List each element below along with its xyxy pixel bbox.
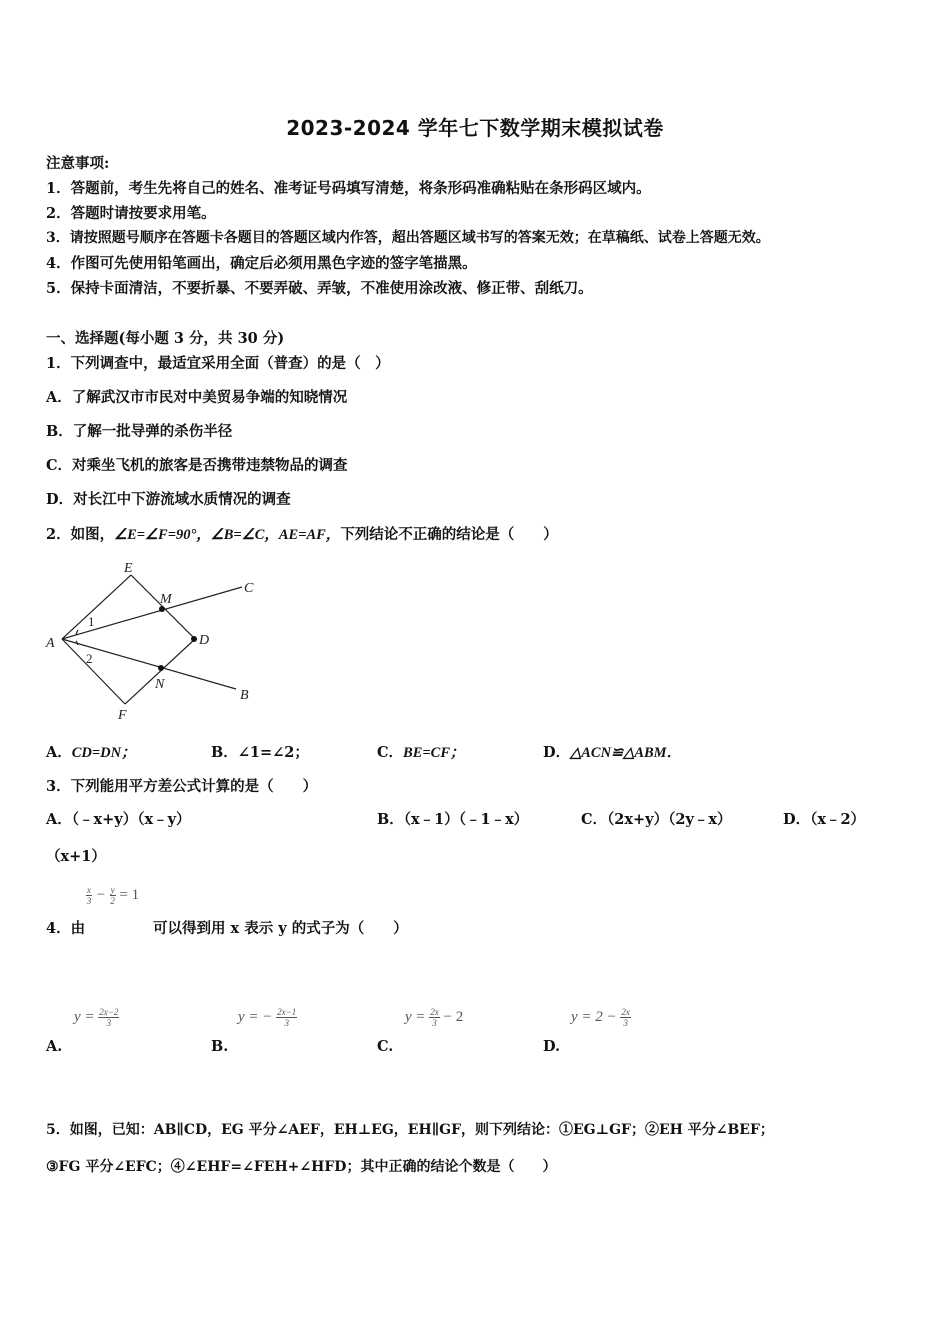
label-n: N [155,677,165,692]
notice-item: 3．请按照题号顺序在答题卡各题目的答题区域内作答，超出答题区域书写的答案无效；在草稿纸、试卷上答题无效。 [46,230,770,246]
q1-option-b: B．了解一批导弹的杀伤半径 [46,423,233,440]
q4-option-d-letter: D. [543,1038,561,1055]
notice-item: 4．作图可先使用铅笔画出，确定后必须用黑色字迹的签字笔描黑。 [46,255,477,272]
q2-stem-math: ∠E=∠F=90°，∠B=∠C，AE=AF， [114,527,341,543]
q5-stem-line2: ③FG 平分∠EFC；④∠EHF=∠FEH+∠HFD；其中正确的结论个数是（ ） [46,1159,557,1175]
q5-stem-line1: 5．如图，已知：AB∥CD，EG 平分∠AEF，EH⊥EG，EH∥GF，则下列结论：①EG⊥GF；②EH 平分∠BEF； [46,1122,774,1138]
q4-option-a-letter: A. [46,1038,63,1055]
label-c: C [244,581,254,596]
section-heading: 一、选择题(每小题 3 分，共 30 分) [46,330,285,347]
q2-stem-suffix: 下列结论不正确的结论是（ ） [340,526,558,543]
notice-item: 5．保持卡面清洁，不要折暴、不要弄破、弄皱，不准使用涂改液、修正带、刮纸刀。 [46,280,593,297]
q3-option-b: B．（x﹣1）（﹣1﹣x） [377,811,529,828]
notice-heading: 注意事项: [46,155,110,172]
q2-stem [46,523,558,544]
q4-option-a-formula: y = $\frac{2x-2}{3}$ [74,1007,119,1028]
q4-option-b-letter: B. [211,1038,229,1055]
q1-option-d: D．对长江中下游流域水质情况的调查 [46,491,291,508]
q2-option-a: A．CD=DN； [46,744,136,761]
q2-option-b: B．∠1=∠2； [211,744,309,761]
q4-option-d-formula: y = 2 − $\frac{2x}{3}$ [571,1007,630,1028]
label-m: M [160,592,172,607]
q3-option-a: A．（﹣x+y）（x﹣y） [46,811,191,828]
q3-option-d-continued: （x+1） [46,848,106,865]
q3-stem: 3．下列能用平方差公式计算的是（ ） [46,778,318,795]
q4-option-c-letter: C. [377,1038,394,1055]
q4-option-b-formula: y = − $\frac{2x-1}{3}$ [238,1007,297,1028]
label-e: E [124,561,133,576]
label-a: A [46,636,55,651]
q2-option-c: C．BE=CF； [377,744,465,761]
q4-equation: $\frac{x}{3}$ − $\frac{y}{2}$ = 1 [86,885,140,906]
notice-item: 2．答题时请按要求用笔。 [46,205,216,222]
q3-option-c: C．（2x+y）（2y﹣x） [581,811,732,828]
label-b: B [240,688,249,703]
label-angle-2: 2 [86,651,93,666]
q4-option-c-formula: y = $\frac{2x}{3}$ − 2 [405,1007,464,1028]
q1-option-a: A．了解武汉市市民对中美贸易争端的知晓情况 [46,389,348,406]
q4-stem-a: 4．由 [46,920,86,937]
label-angle-1: 1 [88,614,95,629]
q1-stem: 1．下列调查中，最适宜采用全面（普查）的是（ ） [46,355,390,372]
page-title: 2023-2024 学年七下数学期末模拟试卷 [286,116,664,140]
notice-item: 1．答题前，考生先将自己的姓名、准考证号码填写清楚，将条形码准确粘贴在条形码区域内。 [46,180,651,197]
q4-stem-b: 可以得到用 x 表示 y 的式子为（ ） [153,920,408,937]
q2-geometry-figure [40,555,270,730]
q2-stem-prefix: 2．如图， [46,526,115,543]
label-d: D [199,633,210,648]
q1-option-c: C．对乘坐飞机的旅客是否携带违禁物品的调查 [46,457,348,474]
q3-option-d: D．（x﹣2） [783,811,866,828]
q2-option-d: D．△ACN≌△ABM． [543,744,682,761]
label-f: F [118,708,127,723]
